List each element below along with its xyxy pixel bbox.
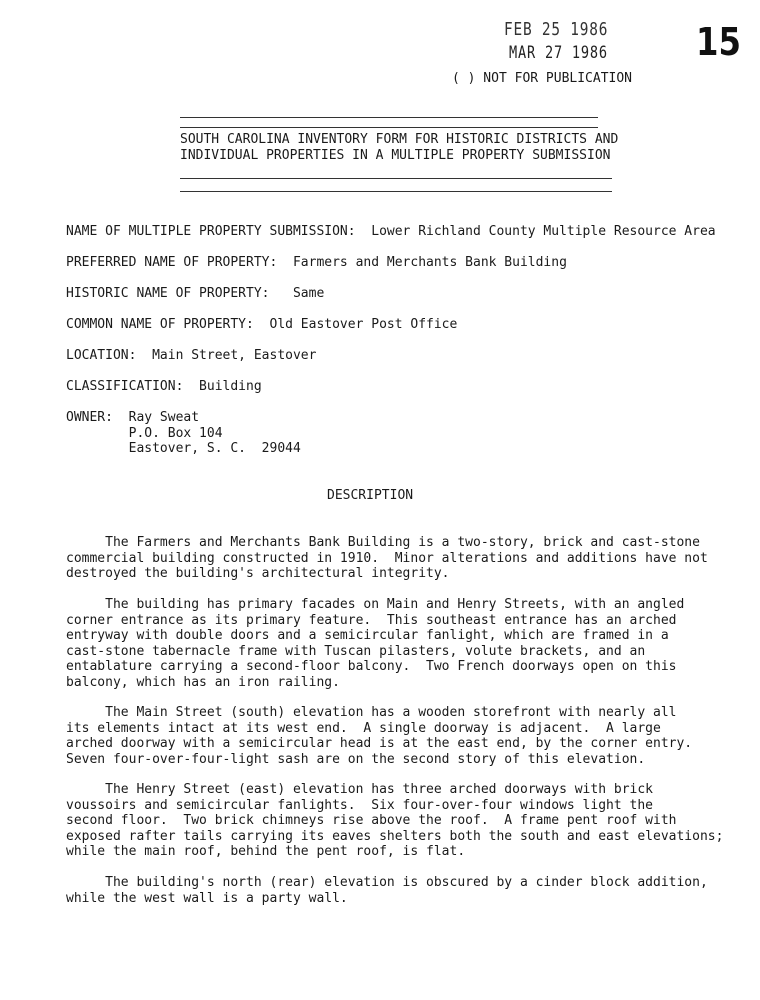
field-common-name: COMMON NAME OF PROPERTY: Old Eastover Post Office — [66, 317, 458, 332]
rule-title-bottom-1 — [180, 178, 612, 179]
rule-top — [180, 117, 598, 118]
paragraph-3: The Main Street (south) elevation has a wooden storefront with nearly all its elements intact at its west end. A single doorway is adjacent. A large arched doorway with a semicircular head is at the east end, by the corner entry. Seven four-over-four-light sash are on the second story of this elevation. — [66, 705, 693, 767]
rule-title-top — [180, 127, 598, 128]
page-number: 15 — [696, 20, 741, 64]
field-preferred-name: PREFERRED NAME OF PROPERTY: Farmers and Merchants Bank Building — [66, 255, 567, 270]
field-location: LOCATION: Main Street, Eastover — [66, 348, 317, 363]
field-classification: CLASSIFICATION: Building — [66, 379, 262, 394]
paragraph-4: The Henry Street (east) elevation has three arched doorways with brick voussoirs and semicircular fanlights. Six four-over-four windows light the second floor. Two brick chimneys rise above the roof. A frame pent roof with exposed rafter tails carrying its eaves shelters both the south and east elevations; while the main roof, behind the pent roof, is flat. — [66, 782, 724, 859]
rule-title-bottom-2 — [180, 191, 612, 192]
paragraph-5: The building's north (rear) elevation is obscured by a cinder block addition, while the west wall is a party wall. — [66, 875, 708, 906]
description-heading: DESCRIPTION — [327, 488, 414, 503]
paragraph-1: The Farmers and Merchants Bank Building is a two-story, brick and cast-stone commercial building constructed in 1910. Minor alterations and additions have not destroyed the building's architectural integrity. — [66, 535, 708, 581]
paragraph-2: The building has primary facades on Main and Henry Streets, with an angled corner entrance as its primary feature. This southeast entrance has an arched entryway with double doors and a semicircular fanlight, which are framed in a cast-stone tabernacle frame with Tuscan pilasters, volute brackets, and an entablature carrying a second-floor balcony. Two French doorways open on this balcony, which has an iron railing. — [66, 597, 685, 690]
field-historic-name: HISTORIC NAME OF PROPERTY: Same — [66, 286, 325, 301]
received-stamp-1: FEB 25 1986 — [504, 19, 609, 40]
not-for-publication: ( ) NOT FOR PUBLICATION — [452, 71, 633, 86]
field-multiple-property: NAME OF MULTIPLE PROPERTY SUBMISSION: Lower Richland County Multiple Resource Area — [66, 224, 716, 239]
received-stamp-2: MAR 27 1986 — [509, 43, 608, 63]
form-title: SOUTH CAROLINA INVENTORY FORM FOR HISTORIC DISTRICTS AND INDIVIDUAL PROPERTIES IN A MULTIPLE PROPERTY SUBMISSION — [180, 132, 619, 163]
owner-block: OWNER: Ray Sweat P.O. Box 104 Eastover, S. C. 29044 — [66, 410, 301, 456]
